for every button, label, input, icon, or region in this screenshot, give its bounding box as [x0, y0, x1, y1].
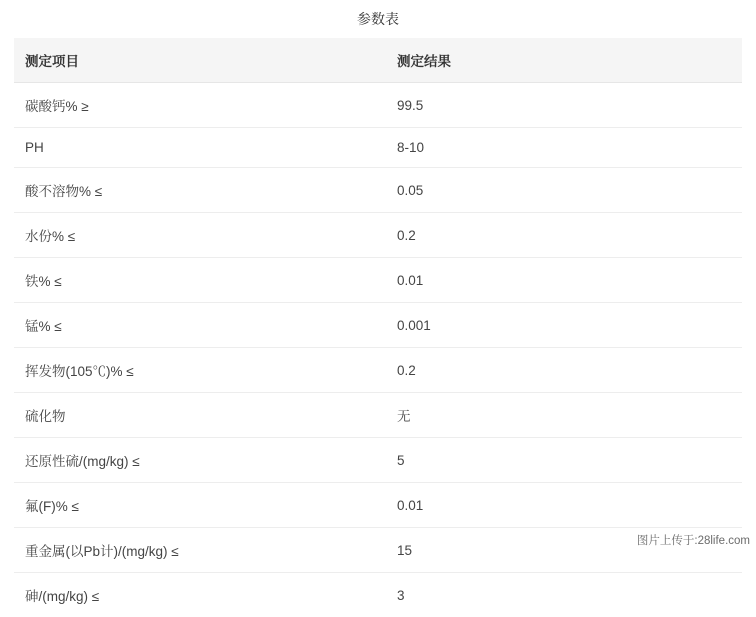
table-row: [14, 128, 742, 168]
table-row: [14, 528, 742, 573]
cell-result: 15: [386, 528, 742, 573]
column-header-item: 测定项目: [14, 38, 386, 83]
cell-result: 0.05: [386, 168, 742, 213]
watermark-text: 图片上传于:28life.com: [637, 532, 750, 548]
column-header-result: 测定结果: [386, 38, 742, 83]
page-title: 参数表: [0, 0, 756, 38]
cell-result: 5: [386, 438, 742, 483]
cell-item: PH: [14, 128, 386, 168]
cell-result: 99.5: [386, 83, 742, 128]
cell-item: 还原性硫/(mg/kg) ≤: [14, 438, 386, 483]
cell-item: 酸不溶物% ≤: [14, 168, 386, 213]
cell-result: 0.01: [386, 258, 742, 303]
cell-result: 无: [386, 393, 742, 438]
table-row: [14, 438, 742, 483]
parameter-table: [14, 38, 742, 617]
cell-result: 0.2: [386, 348, 742, 393]
table-row: [14, 83, 742, 128]
table-body: [14, 83, 742, 617]
table-header-row: [14, 38, 742, 83]
cell-item: 重金属(以Pb计)/(mg/kg) ≤: [14, 528, 386, 573]
table-header: [14, 38, 742, 83]
cell-item: 挥发物(105℃)% ≤: [14, 348, 386, 393]
cell-item: 氟(F)% ≤: [14, 483, 386, 528]
table-row: [14, 213, 742, 258]
cell-item: 锰% ≤: [14, 303, 386, 348]
cell-item: 铁% ≤: [14, 258, 386, 303]
table-row: [14, 258, 742, 303]
table-row: [14, 573, 742, 617]
cell-result: 0.01: [386, 483, 742, 528]
cell-result: 0.001: [386, 303, 742, 348]
table-row: [14, 168, 742, 213]
cell-item: 碳酸钙% ≥: [14, 83, 386, 128]
cell-item: 砷/(mg/kg) ≤: [14, 573, 386, 617]
cell-item: 水份% ≤: [14, 213, 386, 258]
table-row: [14, 483, 742, 528]
cell-result: 8-10: [386, 128, 742, 168]
cell-result: 0.2: [386, 213, 742, 258]
table-row: [14, 303, 742, 348]
table-row: [14, 348, 742, 393]
cell-result: 3: [386, 573, 742, 617]
cell-item: 硫化物: [14, 393, 386, 438]
table-row: [14, 393, 742, 438]
